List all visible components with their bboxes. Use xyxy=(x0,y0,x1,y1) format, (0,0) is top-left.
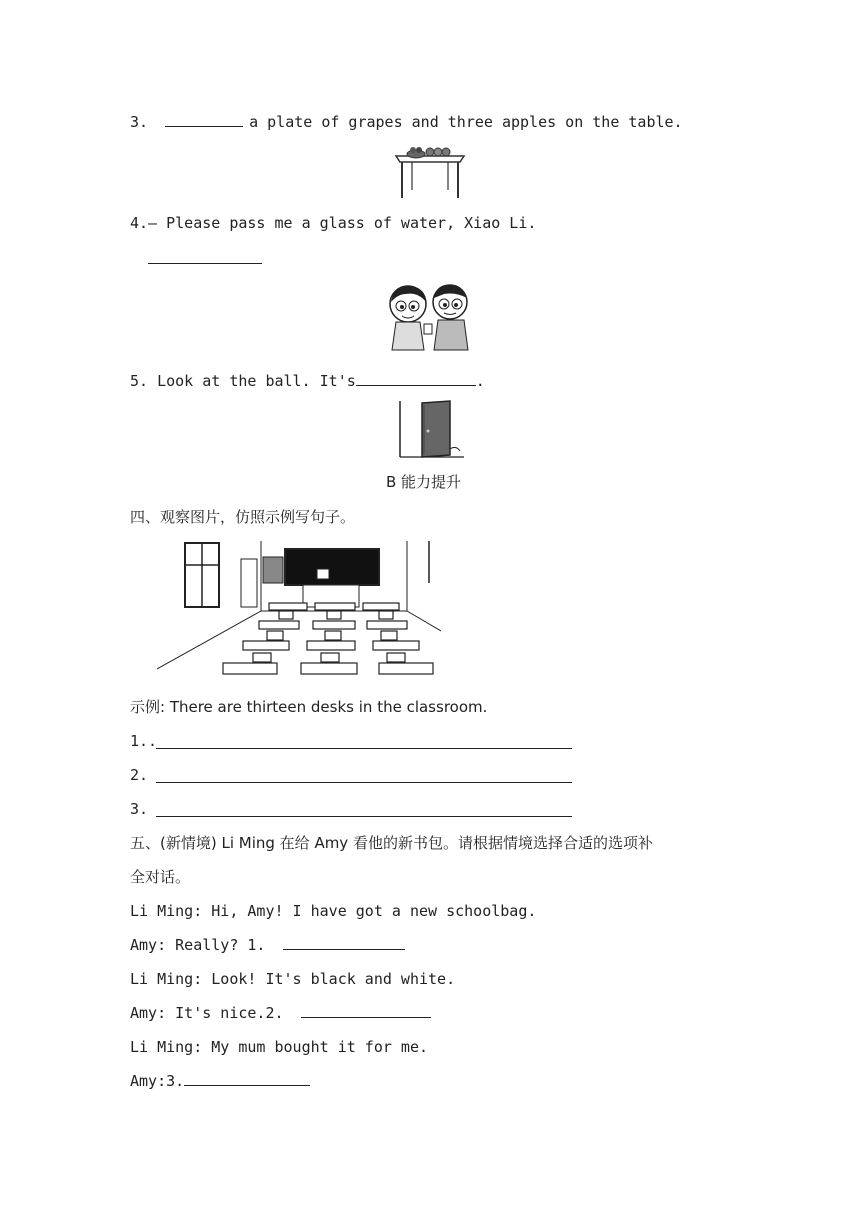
part-4-title: 四、观察图片，仿照示例写句子。 xyxy=(130,508,356,526)
answer-blank[interactable] xyxy=(356,371,476,386)
dialogue-line-1: Li Ming: Hi, Amy! I have got a new schoolbag. xyxy=(130,902,537,920)
answer-line[interactable] xyxy=(156,802,572,817)
answer-blank[interactable] xyxy=(283,935,405,950)
answer-blank[interactable] xyxy=(184,1071,310,1086)
classroom-illustration xyxy=(157,541,441,682)
part-5-title-line-1: 五、(新情境) Li Ming 在给 Amy 看他的新书包。请根据情境选择合适的选项补 xyxy=(130,834,653,852)
question-3 xyxy=(130,112,683,132)
section-b-heading: B 能力提升 xyxy=(386,473,462,491)
question-4 xyxy=(130,213,536,233)
answer-blank[interactable] xyxy=(301,1003,431,1018)
dialogue-line-5: Li Ming: My mum bought it for me. xyxy=(130,1038,429,1056)
answer-blank[interactable] xyxy=(148,249,262,264)
answer-line[interactable] xyxy=(156,768,572,783)
example-sentence: 示例: There are thirteen desks in the classroom. xyxy=(130,698,488,716)
ball-behind-door-illustration xyxy=(394,399,466,463)
part-5-title-line-2: 全对话。 xyxy=(130,868,191,886)
question-5-period: . xyxy=(475,372,485,390)
kids-passing-water-illustration xyxy=(384,282,476,354)
table-with-fruit-illustration xyxy=(394,142,466,200)
part-4-item-3 xyxy=(130,799,148,819)
dialogue-line-6 xyxy=(130,1071,310,1091)
dialogue-text: Amy: Really? 1. xyxy=(130,936,266,954)
dialogue-line-4 xyxy=(130,1003,431,1023)
question-5-text: 5. Look at the ball. It's xyxy=(130,372,356,390)
item-number: 1.. xyxy=(130,732,158,750)
item-number: 3. xyxy=(130,800,149,818)
dialogue-text: Amy: It's nice.2. xyxy=(130,1004,284,1022)
part-4-example xyxy=(130,697,487,717)
question-3-text: a plate of grapes and three apples on the table. xyxy=(249,113,683,131)
dialogue-text: Amy:3. xyxy=(130,1072,185,1090)
part-4-item-1 xyxy=(130,731,157,751)
question-5 xyxy=(130,371,485,391)
question-3-number: 3. xyxy=(130,113,149,131)
dialogue-line-2 xyxy=(130,935,405,955)
part-4-item-2 xyxy=(130,765,148,785)
answer-line[interactable] xyxy=(156,734,572,749)
item-number: 2. xyxy=(130,766,149,784)
dialogue-line-3: Li Ming: Look! It's black and white. xyxy=(130,970,456,988)
answer-blank[interactable] xyxy=(165,112,243,127)
question-4-text: 4.— Please pass me a glass of water, Xiao Li. xyxy=(130,214,537,232)
